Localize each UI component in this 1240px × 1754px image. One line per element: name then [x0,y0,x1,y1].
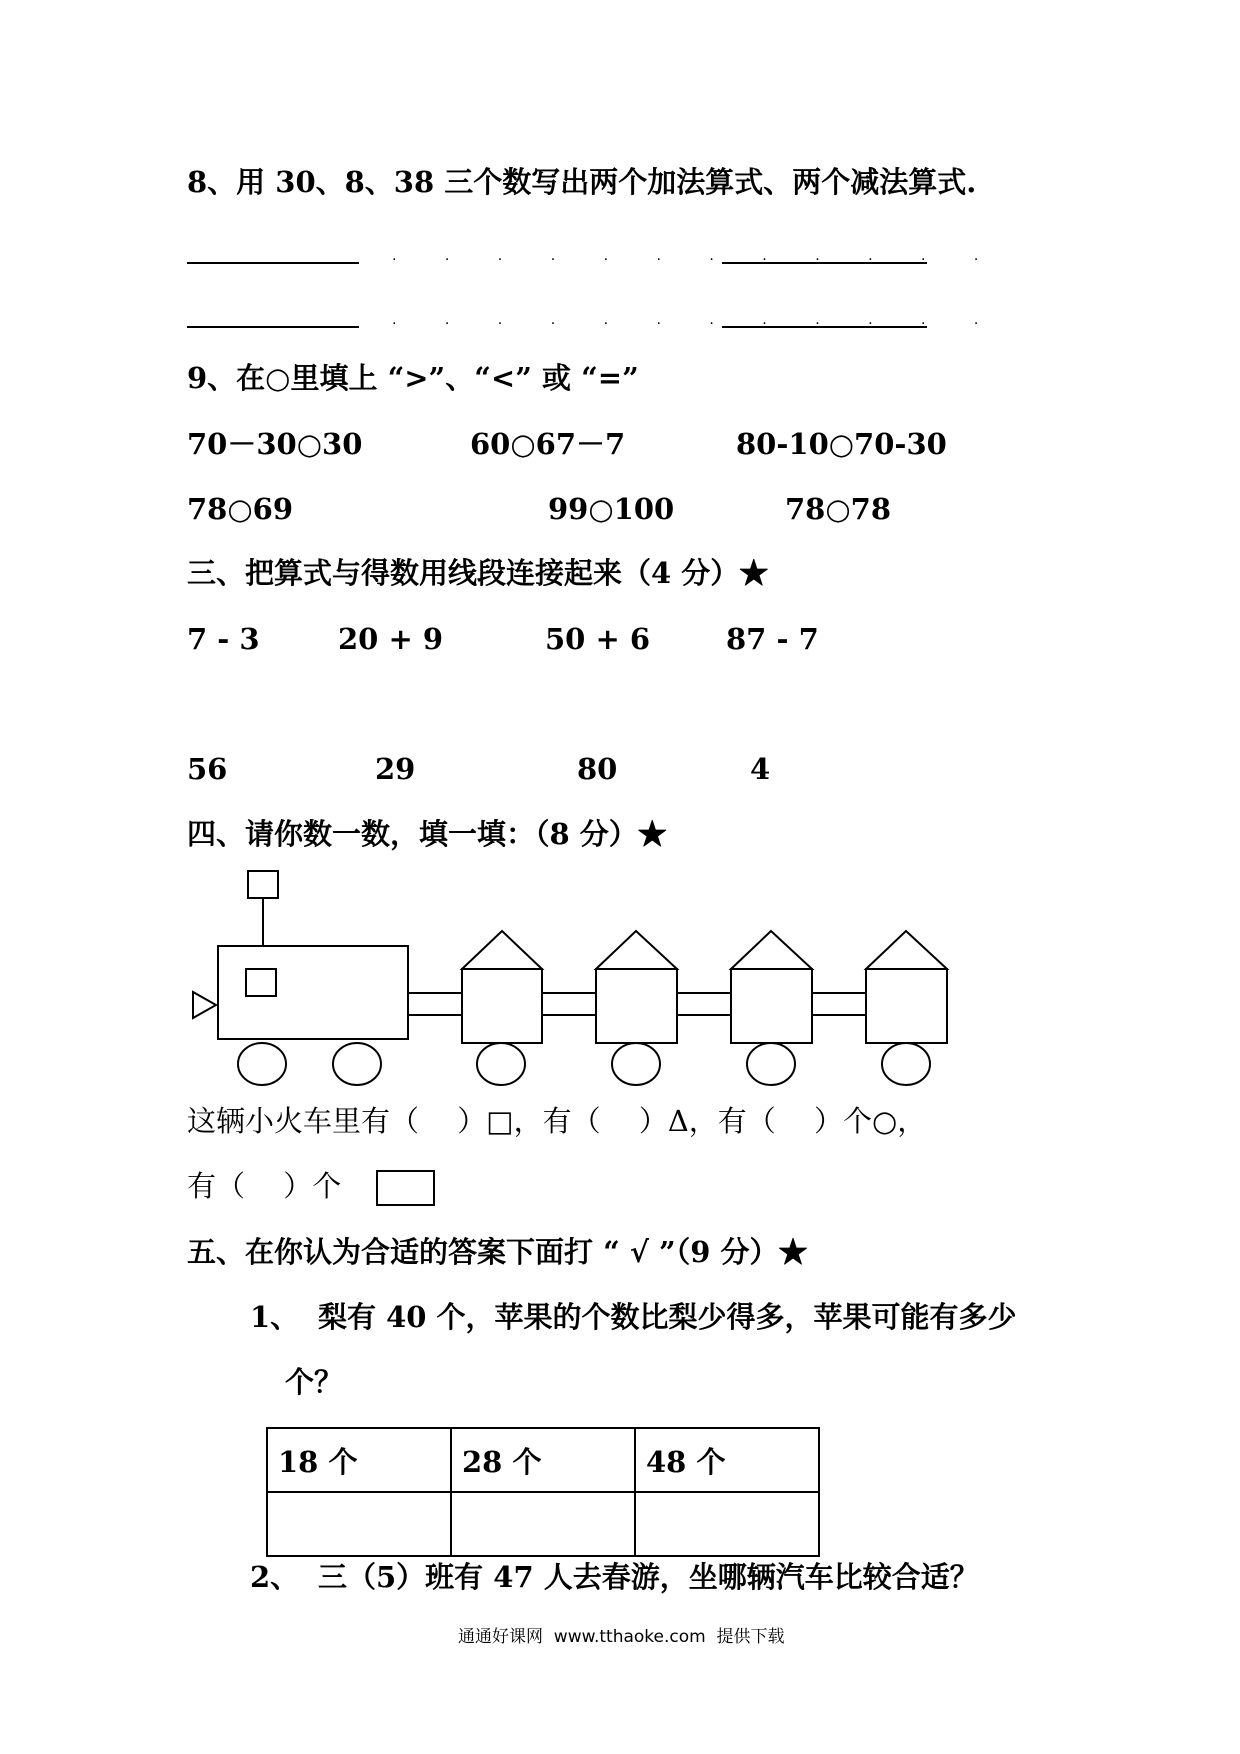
wheel-circle [612,1043,660,1085]
wheel-circle [882,1043,930,1085]
section4-title: 四、请你数一数，填一填：（8 分）★ [187,817,667,851]
coupler [408,993,462,1015]
rectangle-shape [376,1170,435,1206]
wheel-circle [238,1043,286,1085]
option-cell: 18 个 [267,1428,451,1492]
footer-credit: 通通好课网 www.tthaoke.com 提供下载 [458,1627,785,1647]
front-triangle [193,992,216,1018]
result-number[interactable]: 29 [375,752,416,786]
q1-number: 1、 [250,1300,300,1334]
wheel-circle [477,1043,525,1085]
q8-title: 8、用 30、8、38 三个数写出两个加法算式、两个减法算式. [187,165,977,199]
section3-title: 三、把算式与得数用线段连接起来（4 分）★ [187,556,769,590]
car-body [462,969,542,1043]
compare-expression[interactable]: 99○100 [548,492,675,526]
q1-text-cont: 个？ [285,1365,344,1399]
check-cell[interactable] [267,1492,451,1556]
wheel-circle [333,1043,381,1085]
answer-table [266,1427,820,1557]
expression[interactable]: 50 + 6 [545,622,651,656]
compare-expression[interactable]: 70－30○30 [187,427,363,461]
q2-text: 三（5）班有 47 人去春游，坐哪辆汽车比较合适？ [318,1560,979,1594]
car-roof-triangle [731,931,812,969]
expression[interactable]: 87 - 7 [726,622,819,656]
window-square [246,969,276,996]
q9-title: 9、在○里填上 “>”、“<” 或 “=” [187,361,639,395]
result-number[interactable]: 56 [187,752,228,786]
compare-expression[interactable]: 80-10○70-30 [736,427,947,461]
compare-expression[interactable]: 78○78 [785,492,892,526]
compare-expression[interactable]: 60○67－7 [470,427,626,461]
count-fill-line2[interactable]: 有（ ）个 [187,1169,342,1203]
dotted-answer-line[interactable]: . . . . . . . . . . . . [392,248,1001,264]
car-body [731,969,812,1043]
chimney-square [248,871,278,898]
car-roof-triangle [596,931,677,969]
car-roof-triangle [462,931,542,969]
car-body [866,969,947,1043]
q2-number: 2、 [250,1560,300,1594]
compare-expression[interactable]: 78○69 [187,492,294,526]
dotted-answer-line[interactable]: . . . . . . . . . . . . [392,312,1001,328]
car-roof-triangle [866,931,947,969]
option-cell: 48 个 [635,1428,819,1492]
q1-text: 梨有 40 个，苹果的个数比梨少得多，苹果可能有多少 [318,1300,1017,1334]
result-number[interactable]: 4 [750,752,771,786]
coupler [542,993,596,1015]
wheel-circle [747,1043,795,1085]
coupler [812,993,866,1015]
result-number[interactable]: 80 [577,752,618,786]
car-body [596,969,677,1043]
coupler [677,993,731,1015]
expression[interactable]: 20 + 9 [338,622,444,656]
count-fill-line1[interactable]: 这辆小火车里有（ ）□，有（ ）Δ，有（ ）个○， [187,1104,927,1138]
check-cell[interactable] [635,1492,819,1556]
table-row [267,1492,819,1556]
table-row [267,1428,819,1492]
expression[interactable]: 7 - 3 [187,622,260,656]
check-cell[interactable] [451,1492,635,1556]
section5-title: 五、在你认为合适的答案下面打 “ √ ”（9 分）★ [187,1235,808,1269]
option-cell: 28 个 [451,1428,635,1492]
